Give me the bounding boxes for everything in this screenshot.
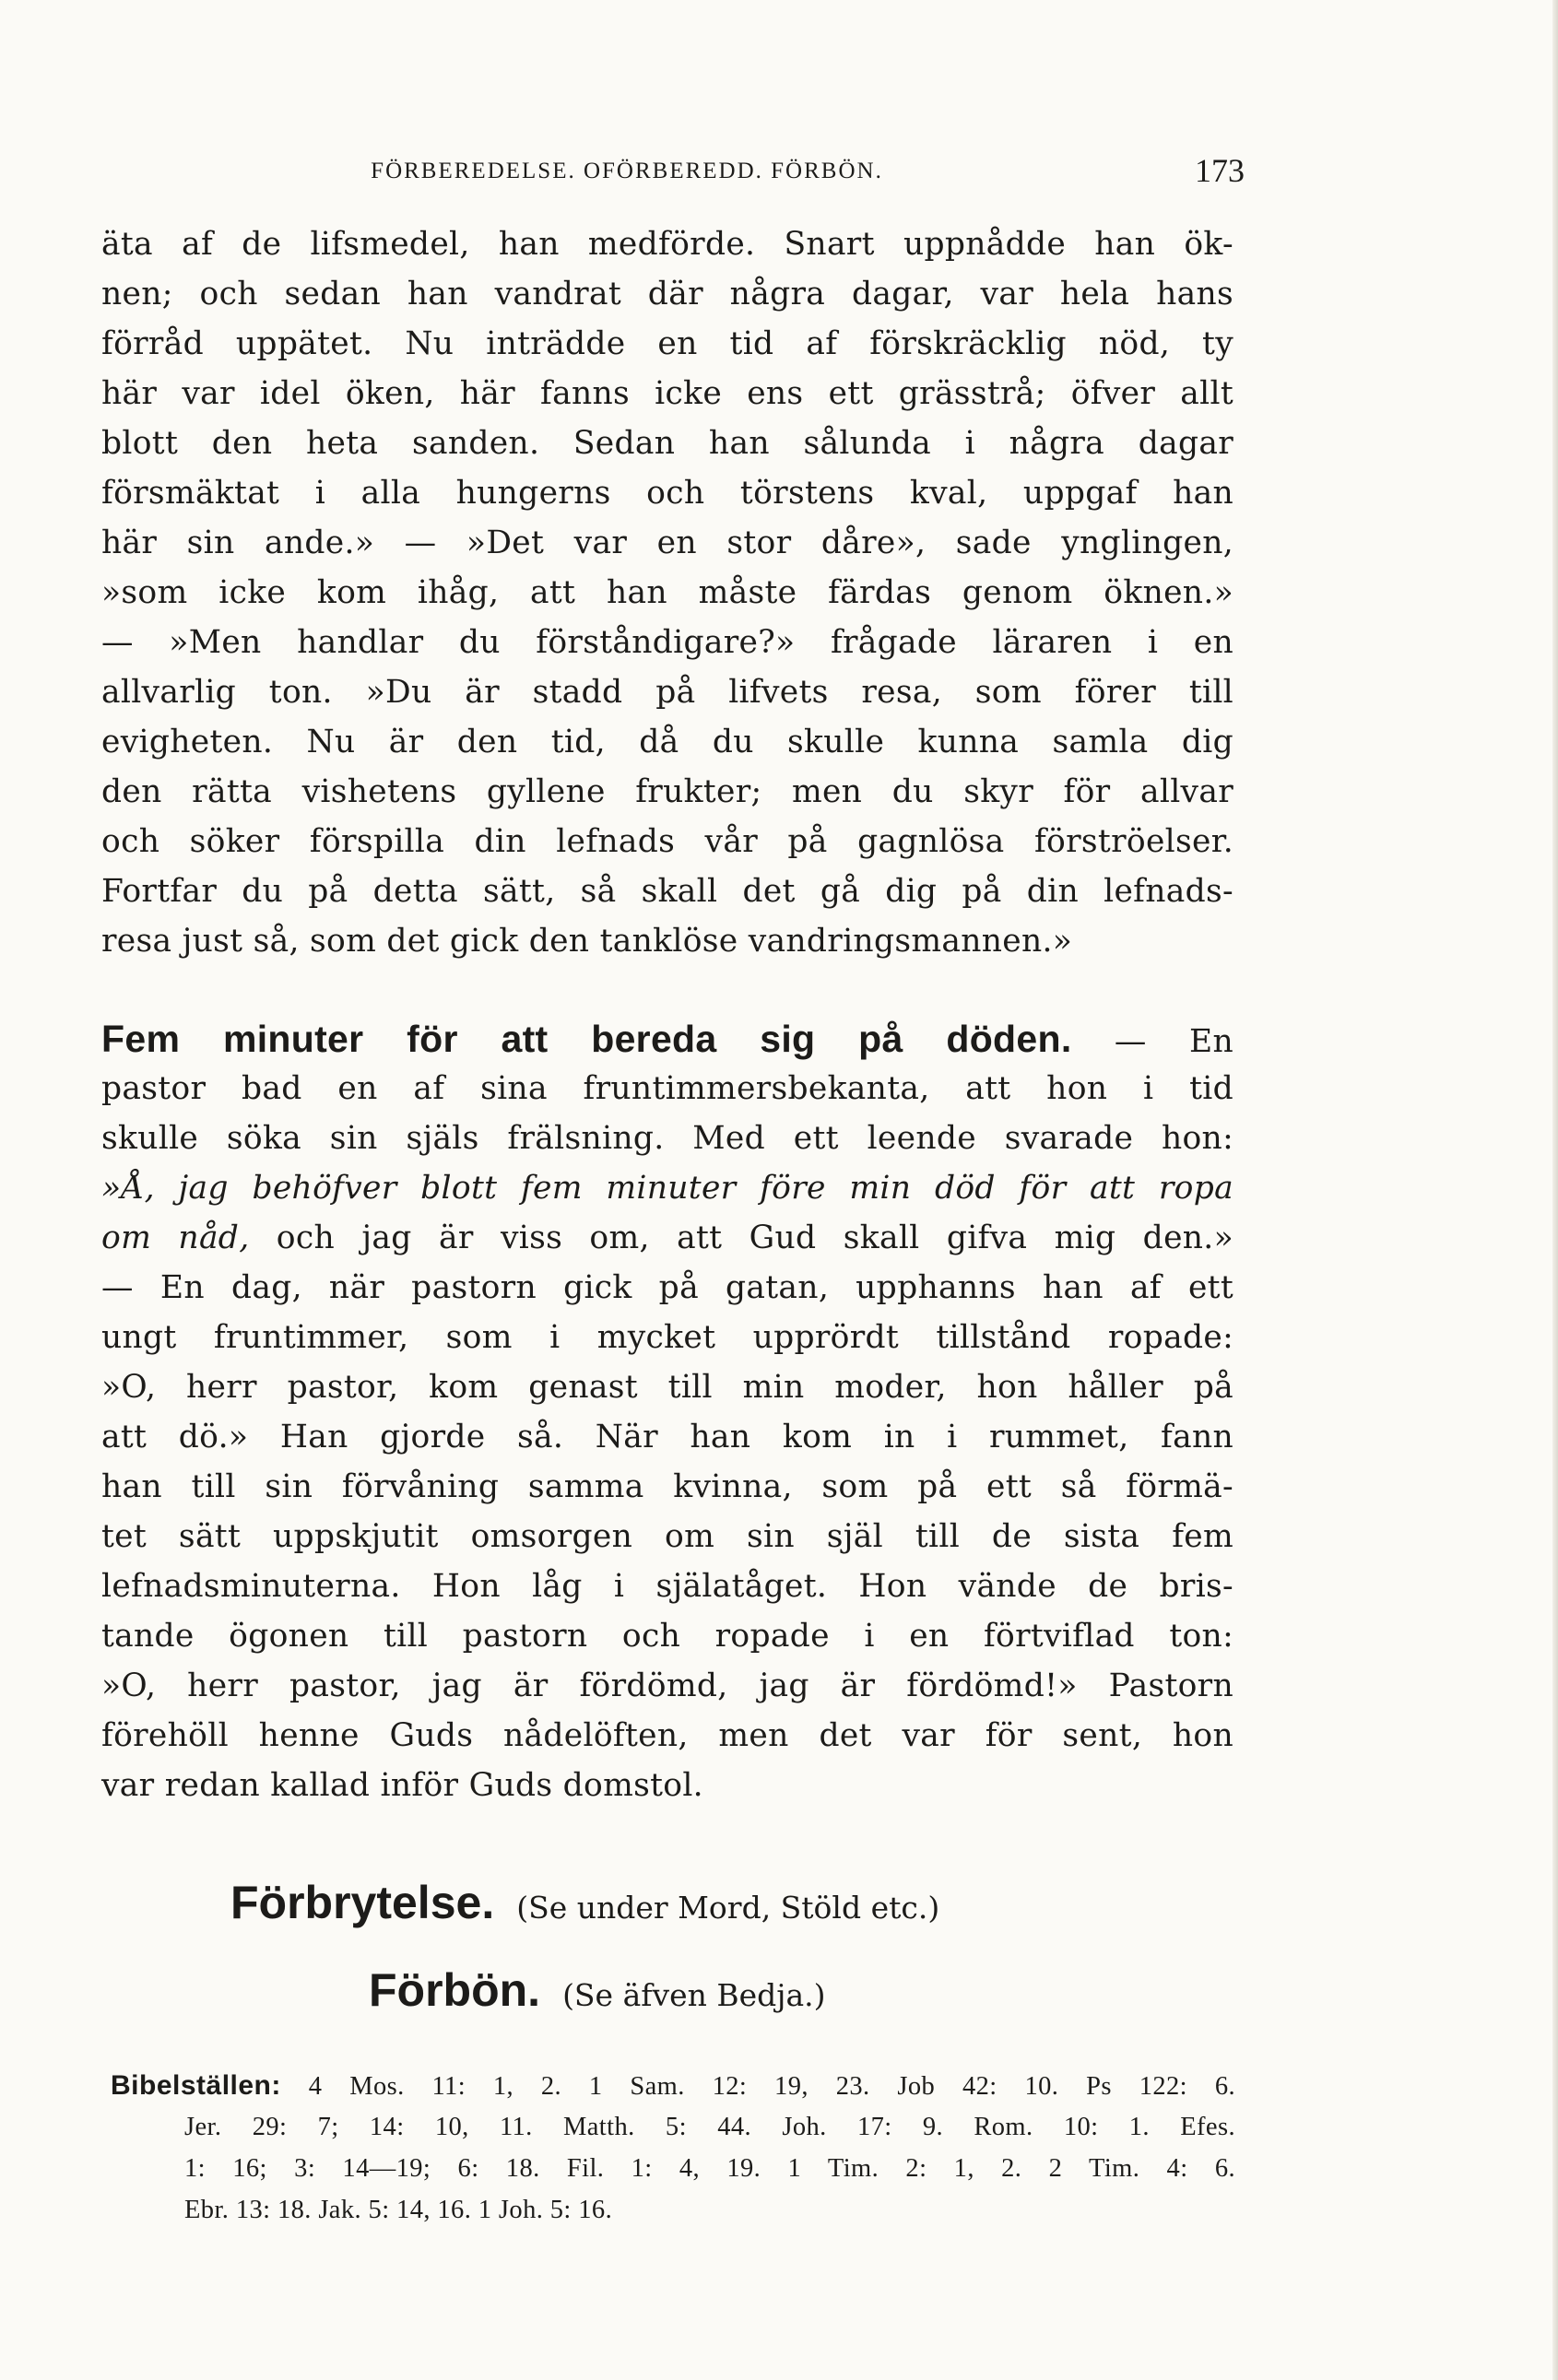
text-line: allvarlig ton. »Du är stadd på lifvets resa, som förer till: [101, 674, 1233, 711]
text-line: förehöll henne Guds nådelöften, men det var för sent, hon: [101, 1717, 1233, 1754]
text-line: resa just så, som det gick den tanklöse vandringsmannen.»: [101, 923, 1073, 960]
entry-cross-reference: (Se äfven Bedja.): [562, 1977, 826, 2013]
italic-quote-end: om nåd,: [101, 1219, 250, 1256]
text-line: nen; och sedan han vandrat där några dagar, var hela hans: [101, 276, 1233, 312]
section-heading-line: [101, 1014, 1233, 1064]
entry-cross-reference: (Se under Mord, Stöld etc.): [516, 1890, 940, 1926]
main-text: [101, 219, 1233, 1810]
text-line: här sin ande.» — »Det var en stor dåre», sade ynglingen,: [101, 524, 1233, 561]
text-line: ungt fruntimmer, som i mycket upprördt tillstånd ropade:: [101, 1319, 1233, 1356]
page-number: 173: [1195, 152, 1245, 189]
text-line: [101, 1213, 1233, 1263]
text-line: »som icke kom ihåg, att han måste färdas genom öknen.»: [101, 574, 1233, 611]
paragraph-gap: [101, 966, 1233, 1014]
bible-ref-line: 1: 16; 3: 14—19; 6: 18. Fil. 1: 4, 19. 1 Tim. 2: 1, 2. 2 Tim. 4: 6.: [184, 2154, 1235, 2183]
text-line: — »Men handlar du förståndigare?» frågade läraren i en: [101, 624, 1233, 661]
text-line: evigheten. Nu är den tid, då du skulle kunna samla dig: [101, 724, 1233, 760]
entry-forbrytelse: [230, 1876, 939, 1929]
bible-ref-line: Ebr. 13: 18. Jak. 5: 14, 16. 1 Joh. 5: 16.: [184, 2196, 613, 2224]
text-line: tande ögonen till pastorn och ropade i en förtviflad ton:: [101, 1618, 1233, 1655]
text-line: försmäktat i alla hungerns och törstens kval, uppgaf han: [101, 475, 1233, 512]
text-line: att dö.» Han gjorde så. När han kom in i rummet, fann: [101, 1419, 1233, 1455]
bible-ref-line: [111, 2065, 1235, 2106]
text-line: var redan kallad inför Guds domstol.: [101, 1767, 703, 1804]
text-line: tet sätt uppskjutit omsorgen om sin själ till de sista fem: [101, 1518, 1233, 1555]
italic-quote-line: »Å, jag behöfver blott fem minuter före min död för att ropa: [101, 1170, 1233, 1207]
text-line: här var idel öken, här fanns icke ens ett grässtrå; öfver allt: [101, 375, 1233, 412]
bible-ref-text: 4 Mos. 11: 1, 2. 1 Sam. 12: 19, 23. Job 42: 10. Ps 122: 6.: [308, 2072, 1235, 2101]
paragraph-wanderer-story: [101, 219, 1233, 966]
text-line: han till sin förvåning samma kvinna, som på ett så förmä-: [101, 1468, 1233, 1505]
text-line: Fortfar du på detta sätt, så skall det gå dig på din lefnads-: [101, 873, 1233, 910]
page-edge-shadow: [1552, 0, 1558, 2380]
entry-forbon: [369, 1963, 826, 2017]
section-heading-tail: — En: [1071, 1023, 1234, 1060]
text-line: blott den heta sanden. Sedan han sålunda i några dagar: [101, 425, 1233, 462]
text-line: och söker förspilla din lefnads vår på gagnlösa förströelser.: [101, 823, 1233, 860]
section-five-minutes: [101, 1014, 1233, 1810]
section-heading: Fem minuter för att bereda sig på döden.: [101, 1018, 1072, 1060]
text-line: »O, herr pastor, kom genast till min moder, hon håller på: [101, 1369, 1233, 1406]
quote-rest: och jag är viss om, att Gud skall gifva mig den.»: [249, 1219, 1233, 1256]
text-line: den rätta vishetens gyllene frukter; men du skyr för allvar: [101, 773, 1233, 810]
entry-term: Förbön.: [369, 1964, 541, 2016]
bible-ref-line: Jer. 29: 7; 14: 10, 11. Matth. 5: 44. Joh. 17: 9. Rom. 10: 1. Efes.: [184, 2113, 1235, 2141]
entry-term: Förbrytelse.: [230, 1877, 495, 1928]
bible-references: [111, 2065, 1235, 2231]
text-line: förråd uppätet. Nu inträdde en tid af förskräcklig nöd, ty: [101, 325, 1233, 362]
bible-ref-label: Bibelställen:: [111, 2070, 281, 2101]
text-line: pastor bad en af sina fruntimmersbekanta, att hon i tid: [101, 1070, 1233, 1107]
text-line: lefnadsminuterna. Hon låg i själatåget. Hon vände de bris-: [101, 1568, 1233, 1605]
text-line: skulle söka sin själs frälsning. Med ett leende svarade hon:: [101, 1120, 1233, 1157]
text-line: — En dag, när pastorn gick på gatan, upphanns han af ett: [101, 1269, 1233, 1306]
running-head: FÖRBEREDELSE. OFÖRBEREDD. FÖRBÖN.: [371, 159, 883, 183]
text-line: »O, herr pastor, jag är fördömd, jag är fördömd!» Pastorn: [101, 1667, 1233, 1704]
text-line: äta af de lifsmedel, han medförde. Snart uppnådde han ök-: [101, 226, 1233, 263]
page-header: [101, 138, 1245, 203]
